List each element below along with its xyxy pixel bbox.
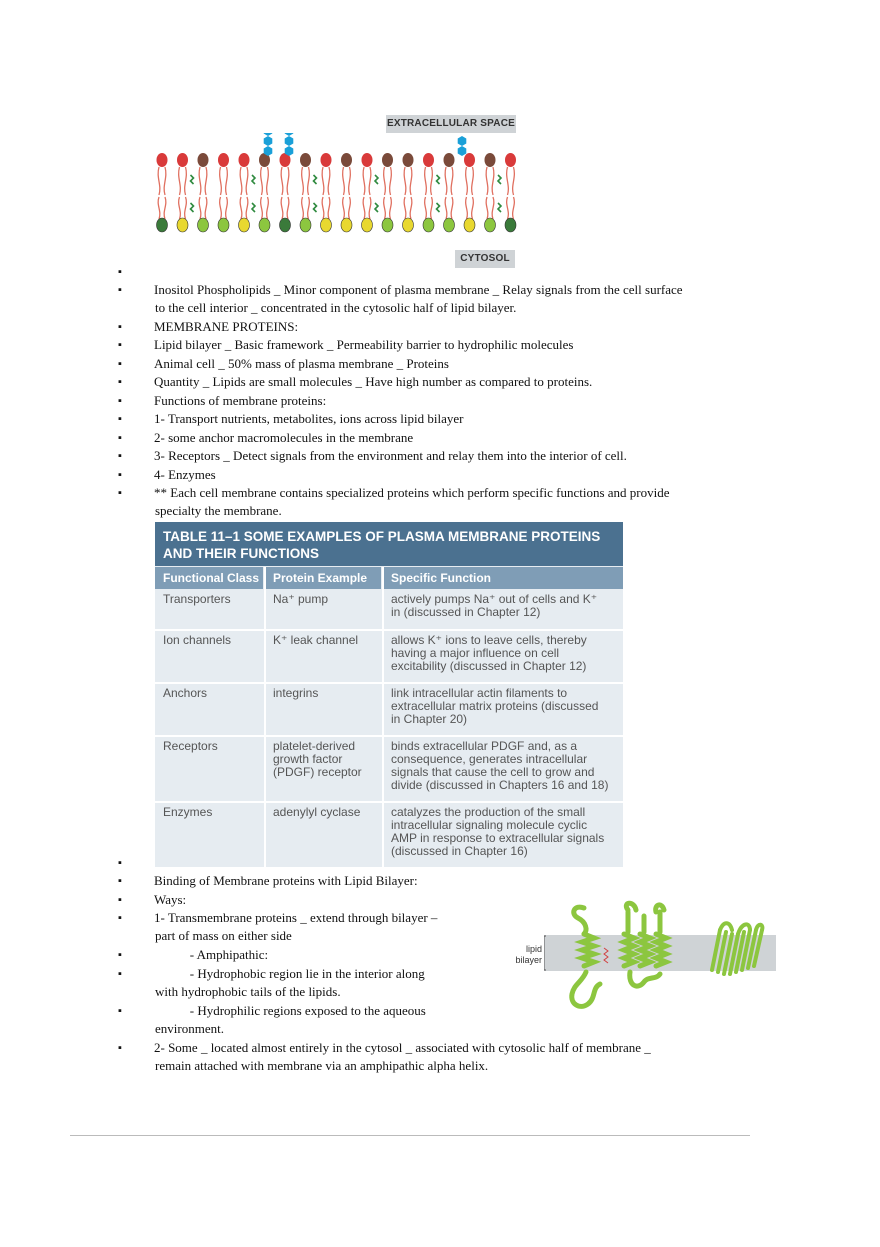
lipid-head-bottom: [362, 218, 373, 232]
lipid-head-top: [300, 153, 311, 167]
lipid-tail: [343, 167, 351, 219]
lipid-tail: [240, 167, 248, 219]
lipid-head-bottom: [505, 218, 516, 232]
lipid-head-bottom: [280, 218, 291, 232]
bullet-marker-icon: ▪: [118, 469, 122, 481]
table-cell: Transporters: [163, 592, 231, 606]
bullet-marker-icon: ▪: [118, 321, 122, 333]
bullet-marker-icon: ▪: [118, 395, 122, 407]
column-header-functional-class: Functional Class: [155, 567, 263, 589]
lipid-tail: [302, 167, 310, 219]
lipid-tail: [425, 167, 433, 219]
bullet-text: - Amphipathic:: [154, 947, 269, 962]
sugar-hexagon-icon: [285, 133, 294, 136]
bullet-text: 3- Receptors _ Detect signals from the environment and relay them into the interior of cell.: [154, 448, 627, 463]
bullet-text: 2- Some _ located almost entirely in the cytosol _ associated with cytosolic half of membrane _: [154, 1040, 651, 1055]
bullet-marker-icon: ▪: [118, 358, 122, 370]
table-cell: integrins: [273, 686, 319, 700]
lipid-head-bottom: [321, 218, 332, 232]
bullet-marker-icon: ▪: [118, 266, 122, 278]
lipid-head-top: [505, 153, 516, 167]
bullet-marker-icon: ▪: [118, 450, 122, 462]
lipid-head-bottom: [300, 218, 311, 232]
membrane-proteins-table: [155, 522, 623, 867]
table-cell: platelet-derived growth factor (PDGF) receptor: [273, 739, 362, 779]
bullet-continuation: specialty the membrane.: [155, 503, 282, 518]
bullet-marker-icon: ▪: [118, 1042, 122, 1054]
bullet-text: - Hydrophilic regions exposed to the aqueous: [154, 1003, 426, 1018]
lipid-head-bottom: [198, 218, 209, 232]
bullet-marker-icon: ▪: [118, 912, 122, 924]
lipid-head-bottom: [341, 218, 352, 232]
lipid-head-top: [464, 153, 475, 167]
table-cell: allows K⁺ ions to leave cells, thereby having a major influence on cell excitability (discussed in Chapter 12): [391, 633, 587, 673]
bullet-marker-icon: ▪: [118, 487, 122, 499]
table-cell: binds extracellular PDGF and, as a consequence, generates intracellular signals that cause the cell to grow and divide (discussed in Chapters 16 and 18): [391, 739, 609, 792]
bullet-text: 1- Transport nutrients, metabolites, ions across lipid bilayer: [154, 411, 464, 426]
lipid-head-bottom: [485, 218, 496, 232]
bullet-text: Inositol Phospholipids _ Minor component of plasma membrane _ Relay signals from the cell surface: [154, 282, 683, 297]
table-cell: link intracellular actin filaments to extracellular matrix proteins (discussed in Chapter 20): [391, 686, 599, 726]
bullet-marker-icon: ▪: [118, 432, 122, 444]
lipid-head-top: [177, 153, 188, 167]
lipid-head-top: [157, 153, 168, 167]
table-cell: catalyzes the production of the small intracellular signaling molecule cyclic AMP in response to extracellular signals (discussed in Chapter 16): [391, 805, 605, 858]
row-divider: [155, 735, 623, 737]
bullet-text: Lipid bilayer _ Basic framework _ Permeability barrier to hydrophilic molecules: [154, 337, 574, 352]
lipid-tail: [384, 167, 392, 219]
column-header-protein-example: Protein Example: [265, 567, 381, 589]
table-title: [155, 522, 623, 566]
transmembrane-proteins-diagram: [544, 900, 776, 1018]
bullet-marker-icon: ▪: [118, 339, 122, 351]
extracellular-space-label: EXTRACELLULAR SPACE: [386, 115, 516, 133]
cholesterol-mark: [252, 175, 255, 212]
bullet-text: Quantity _ Lipids are small molecules _ Have high number as compared to proteins.: [154, 374, 593, 389]
lipid-bilayer-diagram: [150, 133, 530, 243]
column-divider: [264, 567, 266, 867]
bullet-marker-icon: ▪: [118, 968, 122, 980]
lipid-head-bottom: [218, 218, 229, 232]
bullet-marker-icon: ▪: [118, 413, 122, 425]
lipid-tail: [261, 167, 269, 219]
bullet-text: Animal cell _ 50% mass of plasma membrane _ Proteins: [154, 356, 449, 371]
lipid-head-bottom: [259, 218, 270, 232]
lipid-head-top: [239, 153, 250, 167]
sugar-hexagon-icon: [458, 136, 467, 146]
table-cell: Enzymes: [163, 805, 213, 819]
table-cell: adenylyl cyclase: [273, 805, 361, 819]
lipid-head-top: [362, 153, 373, 167]
lipid-head-bottom: [464, 218, 475, 232]
bullet-continuation: remain attached with membrane via an amphipathic alpha helix.: [155, 1058, 489, 1073]
table-cell: Na⁺ pump: [273, 592, 329, 606]
lipid-tail: [199, 167, 207, 219]
sugar-hexagon-icon: [285, 136, 294, 146]
lipid-head-top: [485, 153, 496, 167]
multipass-protein: [624, 903, 666, 986]
lipid-tail: [486, 167, 494, 219]
row-divider: [155, 629, 623, 631]
lipid-head-bottom: [444, 218, 455, 232]
table-title-line-2: AND THEIR FUNCTIONS: [163, 546, 319, 561]
lipid-head-top: [321, 153, 332, 167]
bullet-text: - Hydrophobic region lie in the interior along: [154, 966, 425, 981]
bullet-text: Ways:: [154, 892, 187, 907]
table-title-line-1: TABLE 11–1 SOME EXAMPLES OF PLASMA MEMBRANE PROTEINS: [163, 529, 601, 544]
bullet-marker-icon: ▪: [118, 1005, 122, 1017]
bullet-continuation: to the cell interior _ concentrated in the cytosolic half of lipid bilayer.: [155, 300, 517, 315]
table-cell: actively pumps Na⁺ out of cells and K⁺ in (discussed in Chapter 12): [391, 592, 598, 619]
table-cell: K⁺ leak channel: [273, 633, 359, 647]
bullet-marker-icon: ▪: [118, 857, 122, 869]
cholesterol-mark: [375, 175, 378, 212]
bullet-text: 4- Enzymes: [154, 467, 216, 482]
cholesterol-mark: [314, 175, 317, 212]
lipid-tail: [281, 167, 289, 219]
lipid-head-top: [341, 153, 352, 167]
bullet-text: MEMBRANE PROTEINS:: [154, 319, 299, 334]
column-divider: [382, 567, 384, 867]
lipid-head-bottom: [403, 218, 414, 232]
sugar-hexagon-icon: [264, 133, 273, 136]
row-divider: [155, 801, 623, 803]
sugar-hexagon-icon: [264, 136, 273, 146]
lipid-head-top: [444, 153, 455, 167]
cholesterol-mark: [498, 175, 501, 212]
bullet-marker-icon: ▪: [118, 875, 122, 887]
cholesterol-mark: [437, 175, 440, 212]
lipid-tail: [363, 167, 371, 219]
lipid-tail: [220, 167, 228, 219]
table-cell: Anchors: [163, 686, 208, 700]
lipid-tail: [466, 167, 474, 219]
lipid-head-bottom: [177, 218, 188, 232]
lipid-head-bottom: [157, 218, 168, 232]
footer-rule: [70, 1135, 750, 1136]
lipid-head-top: [423, 153, 434, 167]
cholesterol-mark: [191, 175, 194, 212]
bullet-text: Functions of membrane proteins:: [154, 393, 327, 408]
sugar-hexagon-icon: [458, 146, 467, 156]
table-cell: Receptors: [163, 739, 218, 753]
bullet-marker-icon: ▪: [118, 284, 122, 296]
lipid-tail: [445, 167, 453, 219]
bullet-text: Binding of Membrane proteins with Lipid Bilayer:: [154, 873, 418, 888]
row-divider: [155, 682, 623, 684]
lipid-head-top: [382, 153, 393, 167]
bullet-continuation: environment.: [155, 1021, 224, 1036]
bullet-marker-icon: ▪: [118, 949, 122, 961]
lipid-tail: [158, 167, 166, 219]
lipid-tail: [404, 167, 412, 219]
bullet-text: 2- some anchor macromolecules in the membrane: [154, 430, 414, 445]
bullet-marker-icon: ▪: [118, 894, 122, 906]
cytosol-label: CYTOSOL: [455, 250, 515, 268]
lipid-tail: [507, 167, 515, 219]
bullet-continuation: with hydrophobic tails of the lipids.: [155, 984, 341, 999]
lipid-head-bottom: [239, 218, 250, 232]
bullet-text: ** Each cell membrane contains specialized proteins which perform specific functions and provide: [154, 485, 670, 500]
lipid-head-bottom: [382, 218, 393, 232]
lipid-tail: [179, 167, 187, 219]
lipid-head-bottom: [423, 218, 434, 232]
lipid-head-top: [218, 153, 229, 167]
bullet-marker-icon: ▪: [118, 376, 122, 388]
column-header-specific-function: Specific Function: [383, 567, 623, 589]
lipid-head-top: [198, 153, 209, 167]
table-cell: Ion channels: [163, 633, 232, 647]
lipid-head-top: [403, 153, 414, 167]
bullet-text: 1- Transmembrane proteins _ extend through bilayer –: [154, 910, 438, 925]
bullet-continuation: part of mass on either side: [155, 928, 292, 943]
lipid-tail: [322, 167, 330, 219]
lipid-bilayer-label: lipid bilayer: [515, 944, 542, 965]
